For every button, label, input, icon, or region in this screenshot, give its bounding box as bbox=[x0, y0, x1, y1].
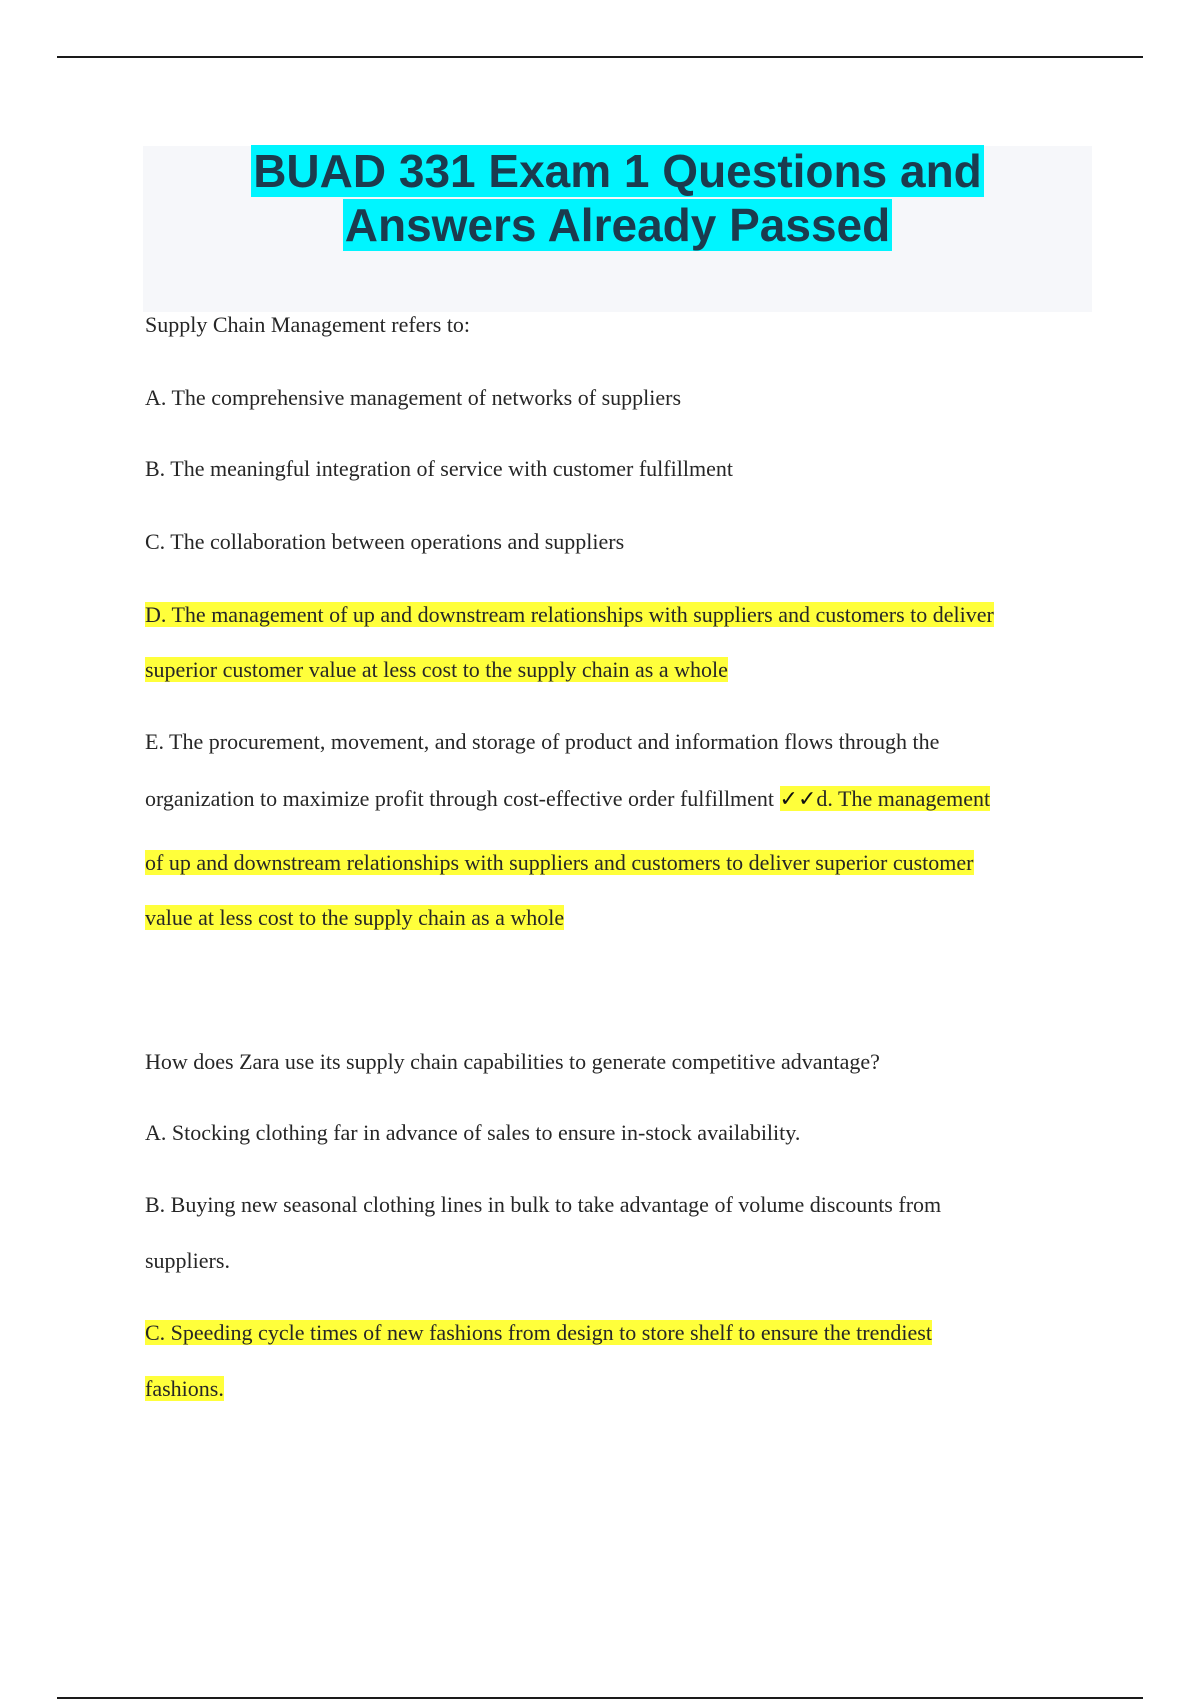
title-line-1: BUAD 331 Exam 1 Questions and bbox=[253, 145, 982, 197]
question-2-option-b-line-1: B. Buying new seasonal clothing lines in bulk to take advantage of volume discounts from bbox=[145, 1192, 942, 1217]
question-1-answer-line-2: of up and downstream relationships with suppliers and customers to deliver superior customer bbox=[145, 850, 974, 875]
question-1-prompt: Supply Chain Management refers to: bbox=[145, 312, 471, 337]
document-title bbox=[143, 144, 1092, 252]
question-1-option-b: B. The meaningful integration of service with customer fulfillment bbox=[145, 456, 733, 481]
question-1-option-d-line-2: superior customer value at less cost to the supply chain as a whole bbox=[145, 657, 728, 682]
question-2-option-a: A. Stocking clothing far in advance of sales to ensure in-stock availability. bbox=[145, 1120, 801, 1145]
question-1-option-a: A. The comprehensive management of networks of suppliers bbox=[145, 385, 682, 410]
header-rule bbox=[57, 56, 1143, 58]
question-2-option-c-line-2: fashions. bbox=[145, 1376, 224, 1401]
question-1-option-e-line-2: organization to maximize profit through cost-effective order fulfillment ✓✓d. The management bbox=[145, 786, 991, 812]
question-2-prompt: How does Zara use its supply chain capabilities to generate competitive advantage? bbox=[145, 1049, 880, 1074]
question-1-answer-line-3: value at less cost to the supply chain as a whole bbox=[145, 905, 565, 930]
footer-rule bbox=[57, 1697, 1143, 1699]
question-1-option-c: C. The collaboration between operations and suppliers bbox=[145, 529, 625, 554]
answer-inline: ✓✓d. The management bbox=[779, 786, 991, 812]
title-line-2: Answers Already Passed bbox=[344, 199, 891, 251]
question-1-option-e-line-1: E. The procurement, movement, and storage of product and information flows through the bbox=[145, 729, 940, 754]
question-2-option-b-line-2: suppliers. bbox=[145, 1248, 230, 1273]
question-1-option-d-line-1: D. The management of up and downstream relationships with suppliers and customers to deliver bbox=[145, 602, 994, 627]
question-2-option-c-line-1: C. Speeding cycle times of new fashions from design to store shelf to ensure the trendiest bbox=[145, 1320, 932, 1345]
checkmark-icon: ✓✓ bbox=[779, 787, 817, 812]
